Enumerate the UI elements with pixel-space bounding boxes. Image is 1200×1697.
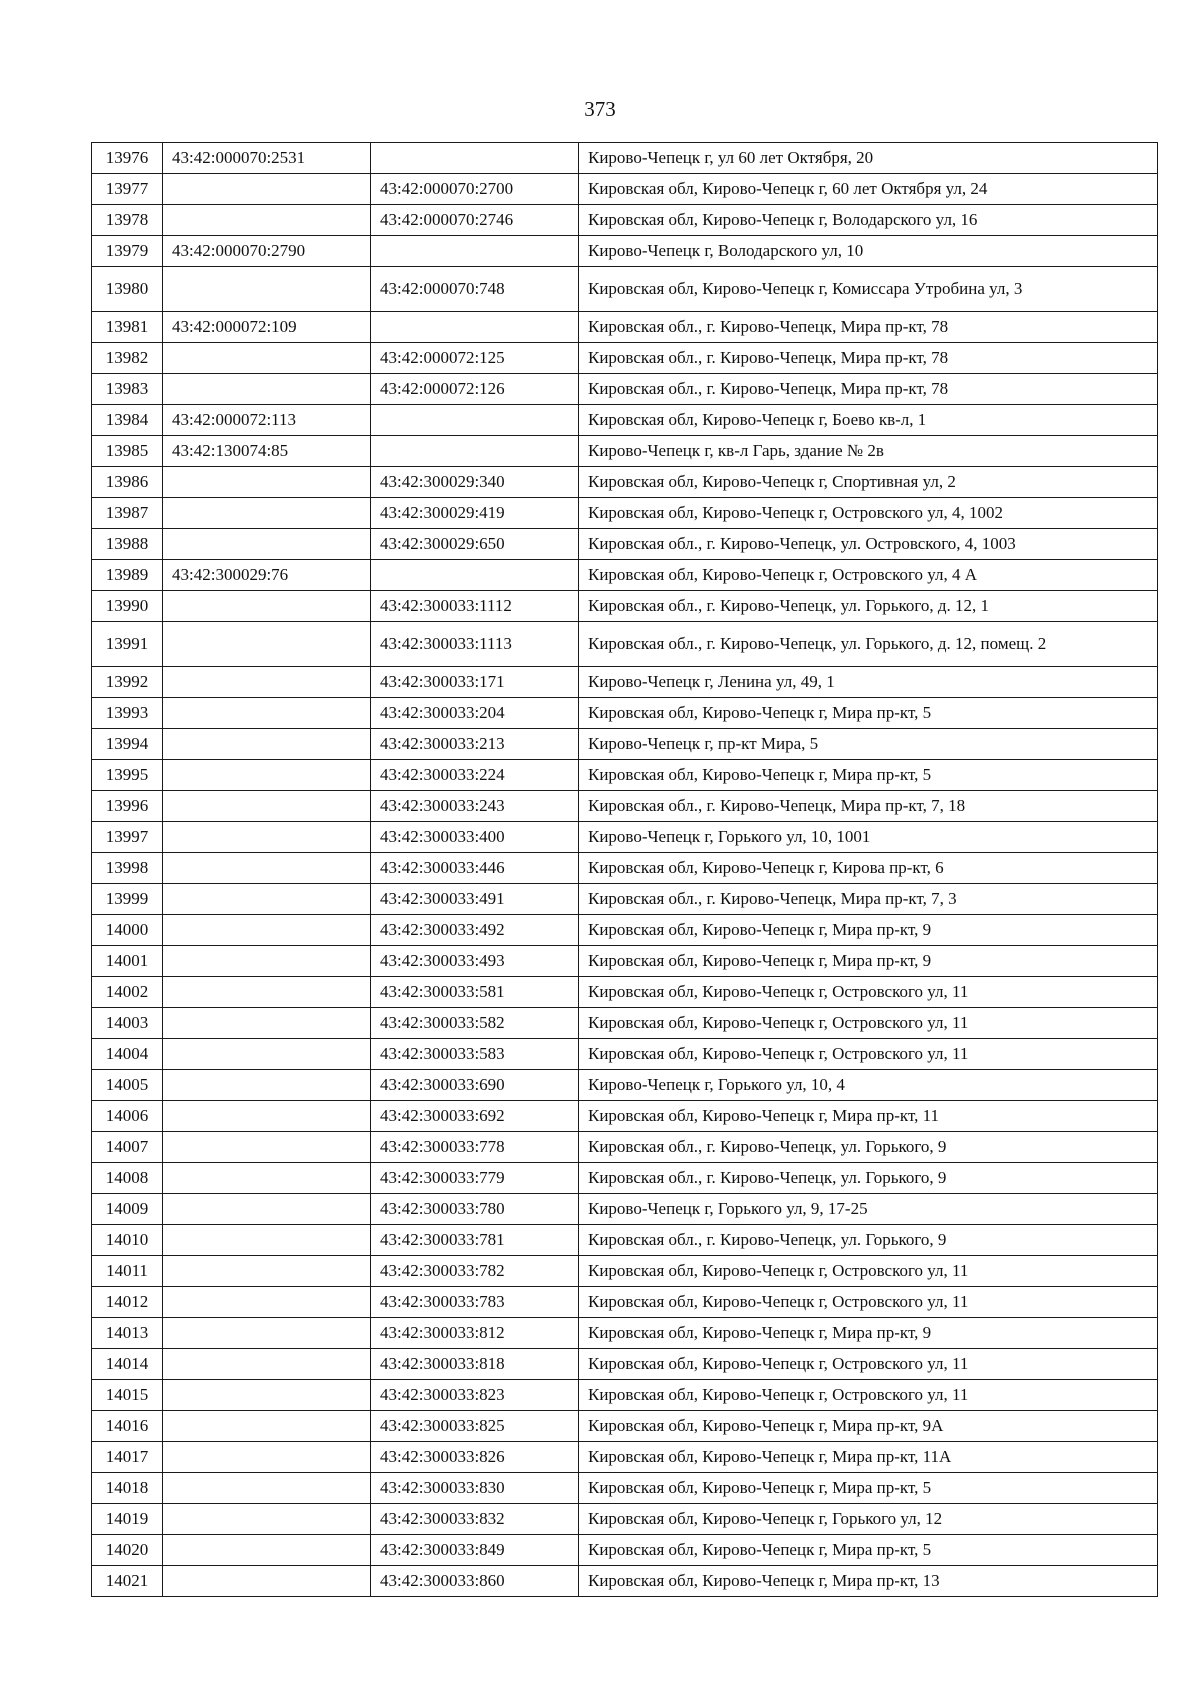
- building-cadastral-number-cell: 43:42:000072:125: [371, 343, 579, 374]
- address-cell: Кировская обл., г. Кирово-Чепецк, ул. Горького, 9: [579, 1132, 1158, 1163]
- building-cadastral-number-cell: 43:42:300033:812: [371, 1318, 579, 1349]
- table-row: [92, 405, 1158, 436]
- building-cadastral-number-cell: 43:42:300033:1113: [371, 622, 579, 667]
- building-cadastral-number-cell: 43:42:300033:818: [371, 1349, 579, 1380]
- table-row: [92, 791, 1158, 822]
- building-cadastral-number-cell: 43:42:300033:446: [371, 853, 579, 884]
- building-cadastral-number-cell: [371, 436, 579, 467]
- building-cadastral-number-cell: 43:42:300033:823: [371, 1380, 579, 1411]
- table-row: [92, 1039, 1158, 1070]
- row-number-cell: 13987: [92, 498, 163, 529]
- table-row: [92, 1566, 1158, 1597]
- address-cell: Кировская обл., г. Кирово-Чепецк, ул. Островского, 4, 1003: [579, 529, 1158, 560]
- table-row: [92, 1008, 1158, 1039]
- table-row: [92, 1287, 1158, 1318]
- land-cadastral-number-cell: [163, 174, 371, 205]
- row-number-cell: 14008: [92, 1163, 163, 1194]
- building-cadastral-number-cell: 43:42:300033:860: [371, 1566, 579, 1597]
- table-row: [92, 205, 1158, 236]
- land-cadastral-number-cell: 43:42:000072:109: [163, 312, 371, 343]
- building-cadastral-number-cell: 43:42:300033:491: [371, 884, 579, 915]
- building-cadastral-number-cell: 43:42:000072:126: [371, 374, 579, 405]
- land-cadastral-number-cell: [163, 591, 371, 622]
- land-cadastral-number-cell: 43:42:000070:2790: [163, 236, 371, 267]
- land-cadastral-number-cell: [163, 822, 371, 853]
- row-number-cell: 14004: [92, 1039, 163, 1070]
- row-number-cell: 13986: [92, 467, 163, 498]
- row-number-cell: 13998: [92, 853, 163, 884]
- table-row: [92, 529, 1158, 560]
- land-cadastral-number-cell: [163, 1566, 371, 1597]
- land-cadastral-number-cell: [163, 1101, 371, 1132]
- land-cadastral-number-cell: [163, 977, 371, 1008]
- building-cadastral-number-cell: 43:42:300033:204: [371, 698, 579, 729]
- building-cadastral-number-cell: 43:42:300029:419: [371, 498, 579, 529]
- address-cell: Кировская обл, Кирово-Чепецк г, Спортивная ул, 2: [579, 467, 1158, 498]
- address-cell: Кировская обл., г. Кирово-Чепецк, ул. Горького, 9: [579, 1163, 1158, 1194]
- land-cadastral-number-cell: [163, 1504, 371, 1535]
- row-number-cell: 14014: [92, 1349, 163, 1380]
- land-cadastral-number-cell: [163, 667, 371, 698]
- land-cadastral-number-cell: [163, 729, 371, 760]
- address-cell: Кировская обл., г. Кирово-Чепецк, ул. Горького, 9: [579, 1225, 1158, 1256]
- row-number-cell: 13994: [92, 729, 163, 760]
- land-cadastral-number-cell: [163, 946, 371, 977]
- address-cell: Кировская обл, Кирово-Чепецк г, Мира пр-кт, 9: [579, 915, 1158, 946]
- address-cell: Кировская обл, Кирово-Чепецк г, Мира пр-кт, 11А: [579, 1442, 1158, 1473]
- row-number-cell: 14019: [92, 1504, 163, 1535]
- table-row: [92, 729, 1158, 760]
- land-cadastral-number-cell: [163, 698, 371, 729]
- table-row: [92, 236, 1158, 267]
- land-cadastral-number-cell: [163, 1411, 371, 1442]
- table-row: [92, 822, 1158, 853]
- address-cell: Кировская обл, Кирово-Чепецк г, Островского ул, 11: [579, 1008, 1158, 1039]
- row-number-cell: 13989: [92, 560, 163, 591]
- row-number-cell: 13983: [92, 374, 163, 405]
- building-cadastral-number-cell: 43:42:300033:825: [371, 1411, 579, 1442]
- land-cadastral-number-cell: [163, 1535, 371, 1566]
- land-cadastral-number-cell: [163, 1256, 371, 1287]
- table-row: [92, 1070, 1158, 1101]
- row-number-cell: 14011: [92, 1256, 163, 1287]
- address-cell: Кировская обл, Кирово-Чепецк г, Мира пр-кт, 5: [579, 760, 1158, 791]
- table-row: [92, 698, 1158, 729]
- row-number-cell: 14000: [92, 915, 163, 946]
- table-row: [92, 1442, 1158, 1473]
- building-cadastral-number-cell: 43:42:300033:783: [371, 1287, 579, 1318]
- land-cadastral-number-cell: [163, 884, 371, 915]
- land-cadastral-number-cell: [163, 1070, 371, 1101]
- land-cadastral-number-cell: [163, 1318, 371, 1349]
- table-row: [92, 1101, 1158, 1132]
- table-row: [92, 591, 1158, 622]
- building-cadastral-number-cell: 43:42:000070:2746: [371, 205, 579, 236]
- address-cell: Кировская обл, Кирово-Чепецк г, Володарского ул, 16: [579, 205, 1158, 236]
- address-cell: Кировская обл, Кирово-Чепецк г, Островского ул, 11: [579, 1380, 1158, 1411]
- land-cadastral-number-cell: [163, 1008, 371, 1039]
- table-row: [92, 343, 1158, 374]
- table-row: [92, 1132, 1158, 1163]
- address-cell: Кировская обл, Кирово-Чепецк г, Островского ул, 11: [579, 977, 1158, 1008]
- land-cadastral-number-cell: 43:42:300029:76: [163, 560, 371, 591]
- land-cadastral-number-cell: 43:42:000072:113: [163, 405, 371, 436]
- row-number-cell: 13977: [92, 174, 163, 205]
- land-cadastral-number-cell: [163, 467, 371, 498]
- table-row: [92, 467, 1158, 498]
- table-row: [92, 760, 1158, 791]
- table-row: [92, 1163, 1158, 1194]
- address-cell: Кировская обл, Кирово-Чепецк г, Горького ул, 12: [579, 1504, 1158, 1535]
- address-cell: Кировская обл, Кирово-Чепецк г, Островского ул, 4 А: [579, 560, 1158, 591]
- building-cadastral-number-cell: 43:42:300033:690: [371, 1070, 579, 1101]
- building-cadastral-number-cell: 43:42:300033:492: [371, 915, 579, 946]
- address-cell: Кировская обл, Кирово-Чепецк г, Мира пр-кт, 11: [579, 1101, 1158, 1132]
- address-cell: Кирово-Чепецк г, Ленина ул, 49, 1: [579, 667, 1158, 698]
- row-number-cell: 14017: [92, 1442, 163, 1473]
- building-cadastral-number-cell: 43:42:300029:340: [371, 467, 579, 498]
- land-cadastral-number-cell: [163, 1039, 371, 1070]
- building-cadastral-number-cell: 43:42:300033:583: [371, 1039, 579, 1070]
- address-cell: Кирово-Чепецк г, Горького ул, 9, 17-25: [579, 1194, 1158, 1225]
- land-cadastral-number-cell: [163, 760, 371, 791]
- building-cadastral-number-cell: 43:42:300033:780: [371, 1194, 579, 1225]
- address-cell: Кировская обл, Кирово-Чепецк г, Островского ул, 4, 1002: [579, 498, 1158, 529]
- row-number-cell: 14020: [92, 1535, 163, 1566]
- table-row: [92, 174, 1158, 205]
- address-cell: Кировская обл, Кирово-Чепецк г, Боево кв-л, 1: [579, 405, 1158, 436]
- table-row: [92, 1194, 1158, 1225]
- row-number-cell: 13996: [92, 791, 163, 822]
- row-number-cell: 14015: [92, 1380, 163, 1411]
- address-cell: Кировская обл., г. Кирово-Чепецк, Мира пр-кт, 78: [579, 374, 1158, 405]
- address-cell: Кировская обл, Кирово-Чепецк г, Островского ул, 11: [579, 1287, 1158, 1318]
- building-cadastral-number-cell: 43:42:300033:224: [371, 760, 579, 791]
- address-cell: Кировская обл., г. Кирово-Чепецк, Мира пр-кт, 7, 3: [579, 884, 1158, 915]
- address-cell: Кировская обл, Кирово-Чепецк г, Островского ул, 11: [579, 1349, 1158, 1380]
- land-cadastral-number-cell: [163, 529, 371, 560]
- row-number-cell: 14003: [92, 1008, 163, 1039]
- row-number-cell: 13981: [92, 312, 163, 343]
- row-number-cell: 14012: [92, 1287, 163, 1318]
- address-cell: Кирово-Чепецк г, Володарского ул, 10: [579, 236, 1158, 267]
- building-cadastral-number-cell: 43:42:300033:832: [371, 1504, 579, 1535]
- building-cadastral-number-cell: [371, 560, 579, 591]
- address-cell: Кировская обл, Кирово-Чепецк г, 60 лет Октября ул, 24: [579, 174, 1158, 205]
- row-number-cell: 14013: [92, 1318, 163, 1349]
- land-cadastral-number-cell: [163, 1132, 371, 1163]
- table-row: [92, 436, 1158, 467]
- table-row: [92, 1504, 1158, 1535]
- building-cadastral-number-cell: 43:42:300033:400: [371, 822, 579, 853]
- table-row: [92, 1225, 1158, 1256]
- table-row: [92, 1535, 1158, 1566]
- address-cell: Кировская обл, Кирово-Чепецк г, Мира пр-кт, 9: [579, 1318, 1158, 1349]
- land-cadastral-number-cell: [163, 205, 371, 236]
- table-row: [92, 622, 1158, 667]
- land-cadastral-number-cell: [163, 1442, 371, 1473]
- address-cell: Кирово-Чепецк г, кв-л Гарь, здание № 2в: [579, 436, 1158, 467]
- building-cadastral-number-cell: 43:42:300033:692: [371, 1101, 579, 1132]
- row-number-cell: 13976: [92, 143, 163, 174]
- row-number-cell: 13984: [92, 405, 163, 436]
- address-cell: Кировская обл., г. Кирово-Чепецк, Мира пр-кт, 78: [579, 343, 1158, 374]
- row-number-cell: 13992: [92, 667, 163, 698]
- building-cadastral-number-cell: 43:42:000070:748: [371, 267, 579, 312]
- table-row: [92, 1411, 1158, 1442]
- land-cadastral-number-cell: [163, 374, 371, 405]
- building-cadastral-number-cell: 43:42:300033:1112: [371, 591, 579, 622]
- land-cadastral-number-cell: [163, 1194, 371, 1225]
- land-cadastral-number-cell: [163, 853, 371, 884]
- row-number-cell: 13990: [92, 591, 163, 622]
- row-number-cell: 14005: [92, 1070, 163, 1101]
- address-cell: Кирово-Чепецк г, Горького ул, 10, 4: [579, 1070, 1158, 1101]
- table-row: [92, 498, 1158, 529]
- address-cell: Кировская обл, Кирово-Чепецк г, Мира пр-кт, 5: [579, 1535, 1158, 1566]
- row-number-cell: 14016: [92, 1411, 163, 1442]
- land-cadastral-number-cell: 43:42:130074:85: [163, 436, 371, 467]
- row-number-cell: 13988: [92, 529, 163, 560]
- table-row: [92, 1256, 1158, 1287]
- table-row: [92, 1380, 1158, 1411]
- row-number-cell: 13985: [92, 436, 163, 467]
- address-cell: Кировская обл, Кирово-Чепецк г, Комиссара Утробина ул, 3: [579, 267, 1158, 312]
- land-cadastral-number-cell: [163, 1225, 371, 1256]
- land-cadastral-number-cell: [163, 1380, 371, 1411]
- address-cell: Кировская обл., г. Кирово-Чепецк, ул. Горького, д. 12, 1: [579, 591, 1158, 622]
- row-number-cell: 13979: [92, 236, 163, 267]
- row-number-cell: 14021: [92, 1566, 163, 1597]
- land-cadastral-number-cell: [163, 622, 371, 667]
- address-cell: Кирово-Чепецк г, пр-кт Мира, 5: [579, 729, 1158, 760]
- row-number-cell: 13980: [92, 267, 163, 312]
- row-number-cell: 14009: [92, 1194, 163, 1225]
- building-cadastral-number-cell: 43:42:300033:849: [371, 1535, 579, 1566]
- building-cadastral-number-cell: 43:42:300033:782: [371, 1256, 579, 1287]
- address-cell: Кирово-Чепецк г, ул 60 лет Октября, 20: [579, 143, 1158, 174]
- building-cadastral-number-cell: [371, 405, 579, 436]
- building-cadastral-number-cell: 43:42:300033:582: [371, 1008, 579, 1039]
- land-cadastral-number-cell: [163, 1287, 371, 1318]
- land-cadastral-number-cell: [163, 1473, 371, 1504]
- table-row: [92, 853, 1158, 884]
- table-row: [92, 1349, 1158, 1380]
- building-cadastral-number-cell: 43:42:300033:779: [371, 1163, 579, 1194]
- building-cadastral-number-cell: [371, 236, 579, 267]
- land-cadastral-number-cell: [163, 498, 371, 529]
- address-cell: Кировская обл., г. Кирово-Чепецк, Мира пр-кт, 78: [579, 312, 1158, 343]
- registry-table-body: [92, 143, 1158, 1597]
- building-cadastral-number-cell: 43:42:300033:213: [371, 729, 579, 760]
- row-number-cell: 14006: [92, 1101, 163, 1132]
- row-number-cell: 13993: [92, 698, 163, 729]
- building-cadastral-number-cell: 43:42:300033:781: [371, 1225, 579, 1256]
- table-row: [92, 267, 1158, 312]
- row-number-cell: 14018: [92, 1473, 163, 1504]
- building-cadastral-number-cell: 43:42:000070:2700: [371, 174, 579, 205]
- table-row: [92, 915, 1158, 946]
- address-cell: Кировская обл, Кирово-Чепецк г, Кирова пр-кт, 6: [579, 853, 1158, 884]
- address-cell: Кировская обл, Кирово-Чепецк г, Мира пр-кт, 5: [579, 1473, 1158, 1504]
- table-row: [92, 667, 1158, 698]
- building-cadastral-number-cell: 43:42:300033:171: [371, 667, 579, 698]
- address-cell: Кирово-Чепецк г, Горького ул, 10, 1001: [579, 822, 1158, 853]
- land-cadastral-number-cell: [163, 791, 371, 822]
- building-cadastral-number-cell: [371, 143, 579, 174]
- building-cadastral-number-cell: 43:42:300033:778: [371, 1132, 579, 1163]
- table-row: [92, 560, 1158, 591]
- table-row: [92, 1473, 1158, 1504]
- table-row: [92, 143, 1158, 174]
- building-cadastral-number-cell: 43:42:300029:650: [371, 529, 579, 560]
- table-row: [92, 884, 1158, 915]
- address-cell: Кировская обл, Кирово-Чепецк г, Островского ул, 11: [579, 1039, 1158, 1070]
- row-number-cell: 14007: [92, 1132, 163, 1163]
- row-number-cell: 13999: [92, 884, 163, 915]
- address-cell: Кировская обл, Кирово-Чепецк г, Мира пр-кт, 5: [579, 698, 1158, 729]
- building-cadastral-number-cell: 43:42:300033:493: [371, 946, 579, 977]
- row-number-cell: 13997: [92, 822, 163, 853]
- building-cadastral-number-cell: 43:42:300033:581: [371, 977, 579, 1008]
- registry-table: [91, 142, 1158, 1597]
- land-cadastral-number-cell: [163, 1163, 371, 1194]
- building-cadastral-number-cell: 43:42:300033:243: [371, 791, 579, 822]
- address-cell: Кировская обл, Кирово-Чепецк г, Мира пр-кт, 13: [579, 1566, 1158, 1597]
- row-number-cell: 13978: [92, 205, 163, 236]
- address-cell: Кировская обл, Кирово-Чепецк г, Островского ул, 11: [579, 1256, 1158, 1287]
- address-cell: Кировская обл, Кирово-Чепецк г, Мира пр-кт, 9: [579, 946, 1158, 977]
- table-row: [92, 312, 1158, 343]
- building-cadastral-number-cell: [371, 312, 579, 343]
- table-row: [92, 946, 1158, 977]
- table-row: [92, 1318, 1158, 1349]
- land-cadastral-number-cell: [163, 915, 371, 946]
- land-cadastral-number-cell: [163, 1349, 371, 1380]
- table-row: [92, 977, 1158, 1008]
- row-number-cell: 14001: [92, 946, 163, 977]
- address-cell: Кировская обл., г. Кирово-Чепецк, ул. Горького, д. 12, помещ. 2: [579, 622, 1158, 667]
- address-cell: Кировская обл, Кирово-Чепецк г, Мира пр-кт, 9А: [579, 1411, 1158, 1442]
- building-cadastral-number-cell: 43:42:300033:826: [371, 1442, 579, 1473]
- address-cell: Кировская обл., г. Кирово-Чепецк, Мира пр-кт, 7, 18: [579, 791, 1158, 822]
- land-cadastral-number-cell: 43:42:000070:2531: [163, 143, 371, 174]
- row-number-cell: 13982: [92, 343, 163, 374]
- land-cadastral-number-cell: [163, 343, 371, 374]
- building-cadastral-number-cell: 43:42:300033:830: [371, 1473, 579, 1504]
- row-number-cell: 13995: [92, 760, 163, 791]
- page-number: 373: [584, 97, 616, 121]
- land-cadastral-number-cell: [163, 267, 371, 312]
- row-number-cell: 13991: [92, 622, 163, 667]
- row-number-cell: 14002: [92, 977, 163, 1008]
- table-row: [92, 374, 1158, 405]
- row-number-cell: 14010: [92, 1225, 163, 1256]
